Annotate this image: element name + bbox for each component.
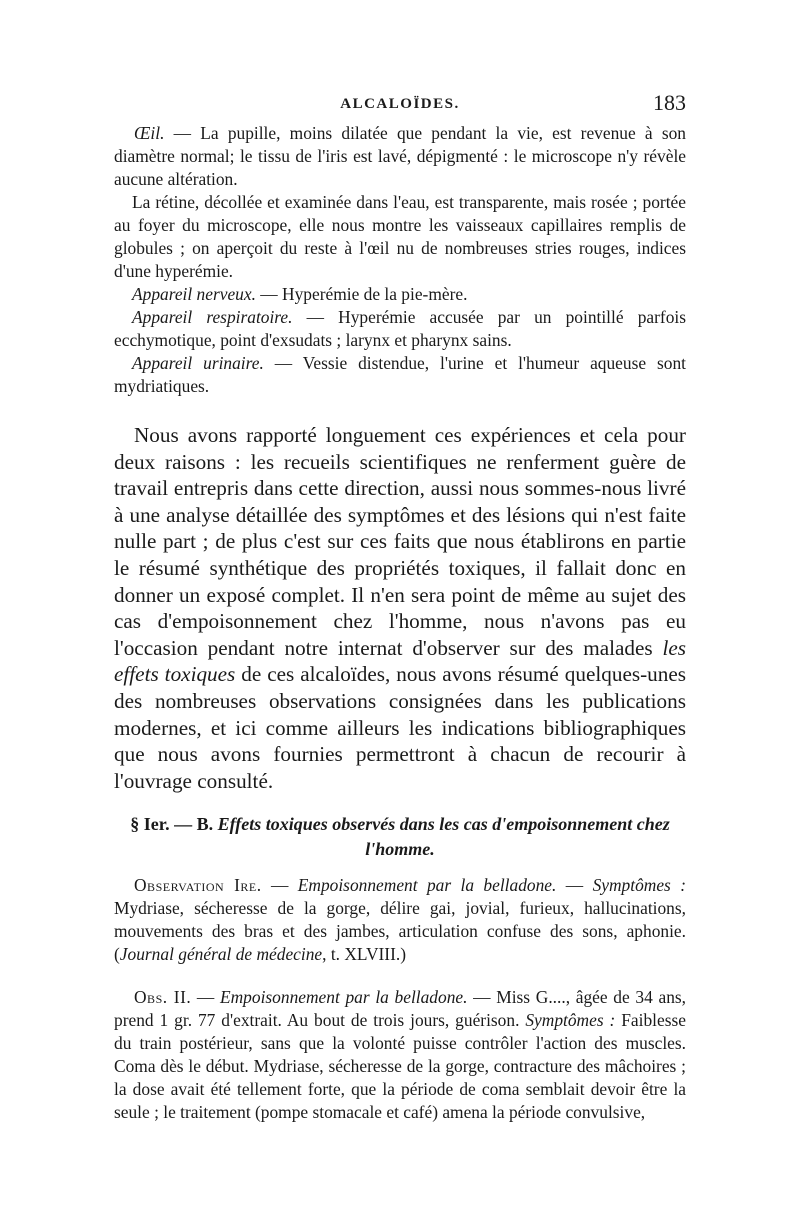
page-number: 183: [653, 90, 686, 115]
paragraph-text: — Vessie distendue, l'urine et l'humeur aqueuse sont mydriatiques.: [114, 353, 686, 396]
symptoms-label: Symptômes :: [592, 875, 686, 896]
paragraph-lead: Œil.: [134, 123, 165, 143]
observation-2: [114, 986, 686, 1124]
observation-text: Mydriase, sécheresse de la gorge, délire gai, jovial, furieux, hallucinations, mouvements des bras et des jambes, articulation confuse des sons, aphonie. (: [114, 898, 686, 965]
section-label: § Ier. — B.: [130, 814, 214, 835]
paragraph-lead: Appareil urinaire.: [132, 353, 264, 373]
observation-1: [114, 874, 686, 966]
observation-text: — Miss G...., âgée de 34 ans, prend 1 gr. 77 d'extrait. Au bout de trois jours, guérison.: [114, 987, 687, 1031]
observation-tail-paragraph: [114, 283, 686, 306]
observation-tail: [114, 122, 686, 398]
dash: —: [191, 987, 220, 1008]
source-title: Journal général de médecine: [119, 944, 323, 965]
page-header: [114, 92, 686, 122]
observation-label: Obs. II.: [134, 987, 192, 1008]
observation-title: Empoisonnement par la belladone.: [220, 987, 468, 1008]
section-title-text: Effets toxiques observés dans les cas d'empoisonnement chez l'homme.: [217, 814, 670, 860]
book-page: [114, 92, 686, 1124]
observation-tail-paragraph: [114, 191, 686, 283]
symptoms-label: Symptômes :: [525, 1010, 616, 1031]
main-paragraph-part1: Nous avons rapporté longuement ces expériences et cela pour deux raisons : les recueils scientifiques ne renferment guère de travail entrepris dans cette direction, aussi nous sommes-nous livré à une analyse détaillée des symptômes et des lésions qui n'est faite nulle part ; de plus c'est sur ces faits que nous établirons en partie le résumé synthétique des propriétés toxiques, il fallait donc en donner un exposé complet. Il n'en sera point de même au sujet des cas d'empoisonnement chez l'homme, nous n'avons pas eu l'occasion pendant notre internat d'observer sur des malades: [114, 423, 686, 660]
dash: —: [261, 875, 298, 896]
source-reference: , t. XLVIII.): [322, 944, 407, 965]
observation-title: Empoisonnement par la belladone.: [297, 875, 557, 896]
paragraph-lead: Appareil nerveux.: [132, 284, 256, 304]
paragraph-text: La rétine, décollée et examinée dans l'eau, est transparente, mais rosée ; portée au foyer du microscope, elle nous montre les vaisseaux capillaires remplis de globules ; on aperçoit du reste à l'œil nu de nombreuses stries rouges, indices d'une hyperémie.: [114, 192, 686, 281]
section-heading: [114, 812, 686, 862]
observation-2-paragraph: [114, 986, 686, 1124]
main-paragraph-part2: de ces alcaloïdes, nous avons résumé quelques-unes des nombreuses observations consignées dans les publications modernes, et ici comme ailleurs les indications bibliographiques que nous avons fournies permettront à chacun de recourir à l'ouvrage consulté.: [114, 662, 686, 793]
main-text: [114, 422, 686, 794]
observation-text: Faiblesse du train postérieur, sans que la volonté puisse contrôler l'action des muscles. Coma dès le début. Mydriase, sécheresse de la gorge, contracture des mâchoires ; la dose avait été tellement forte, que la période de coma semblait devoir être la seule ; le traitement (pompe stomacale et café) amena la période convulsive,: [114, 1010, 686, 1123]
paragraph-text: — La pupille, moins dilatée que pendant la vie, est revenue à son diamètre normal; le tissu de l'iris est lavé, dépigmenté : le microscope n'y révèle aucune altération.: [114, 123, 686, 189]
paragraph-lead: Appareil respiratoire.: [132, 307, 293, 327]
observation-label: Observation Ire.: [134, 875, 262, 896]
main-paragraph-italic: les effets toxiques: [114, 635, 686, 687]
dash: —: [556, 875, 593, 896]
paragraph-text: — Hyperémie de la pie-mère.: [255, 284, 468, 304]
observation-tail-paragraph: [114, 122, 686, 191]
observation-tail-paragraph: [114, 306, 686, 352]
running-title: ALCALOÏDES.: [340, 96, 460, 112]
paragraph-text: — Hyperémie accusée par un pointillé parfois ecchymotique, point d'exsudats ; larynx et pharynx sains.: [114, 307, 686, 350]
observation-1-paragraph: [114, 874, 686, 966]
observation-tail-paragraph: [114, 352, 686, 398]
main-paragraph: [114, 422, 686, 794]
